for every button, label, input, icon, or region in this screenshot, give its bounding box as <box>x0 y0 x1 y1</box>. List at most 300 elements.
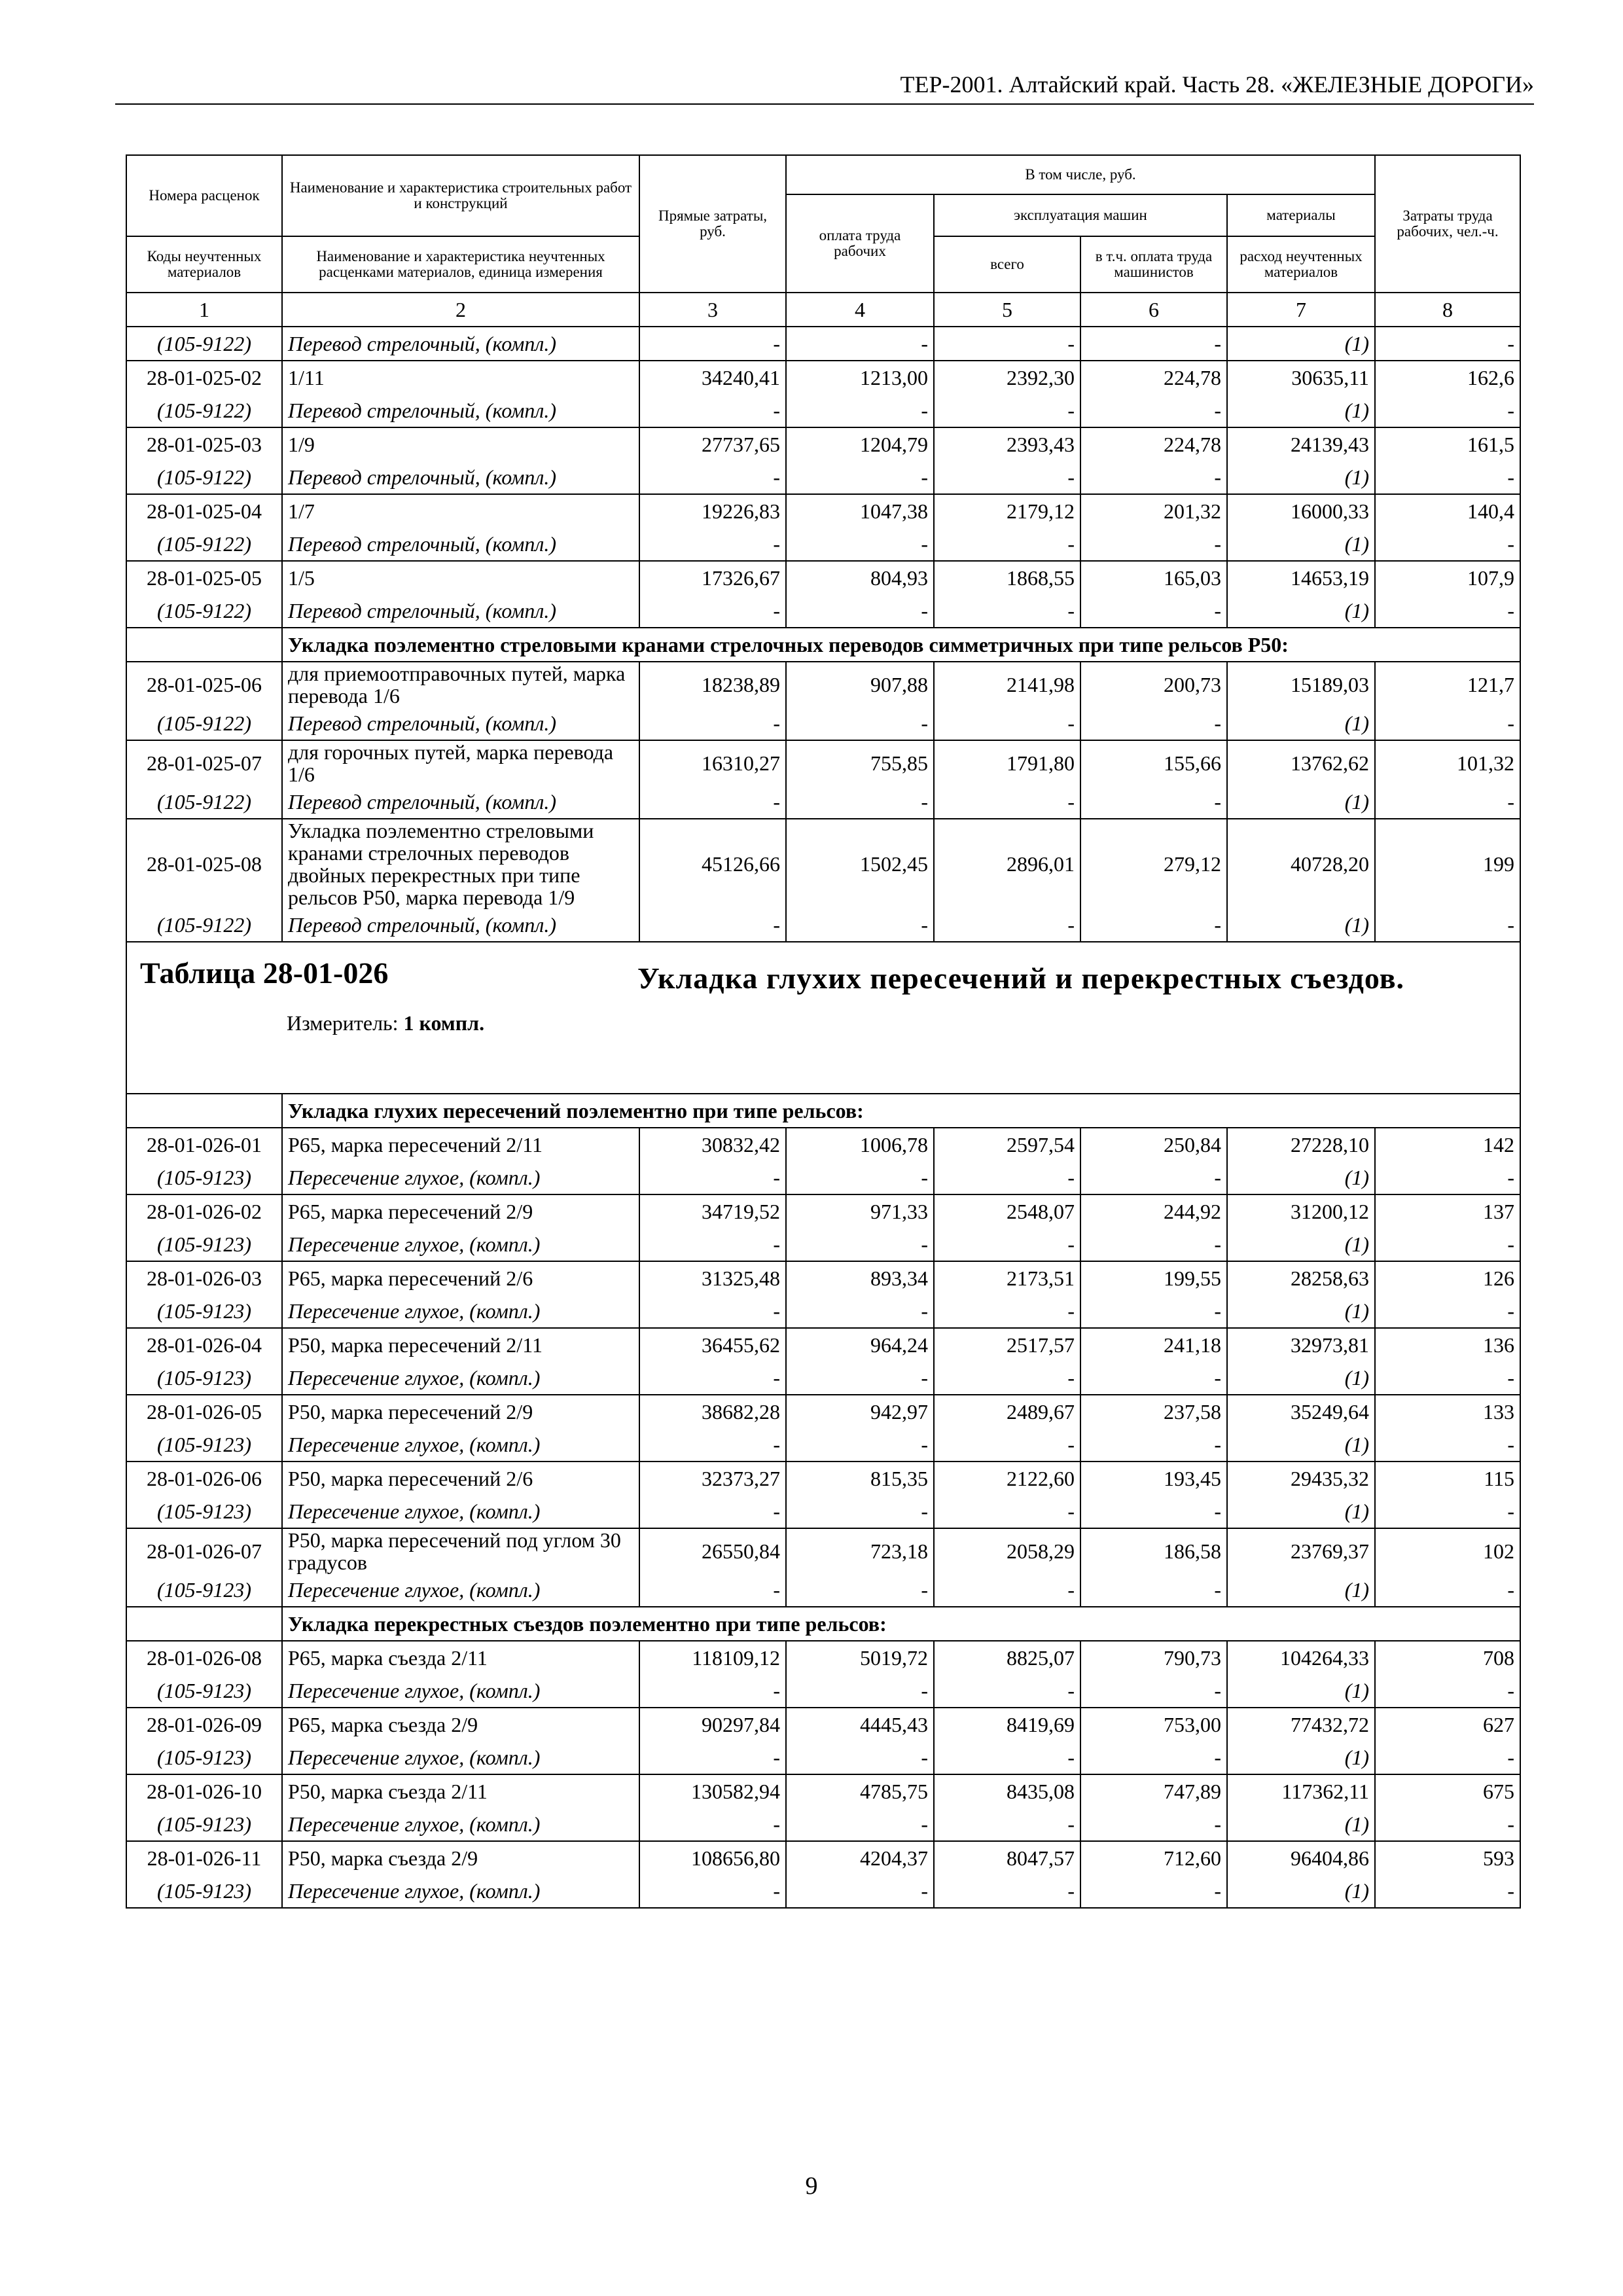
material-code: (105-9123) <box>126 1495 282 1528</box>
running-header: ТЕР-2001. Алтайский край. Часть 28. «ЖЕЛЕЗНЫЕ ДОРОГИ» <box>115 71 1534 105</box>
value-col-4: 804,93 <box>786 561 934 594</box>
value-col-3: 32373,27 <box>639 1462 786 1495</box>
value-col-5: - <box>934 1428 1080 1462</box>
meter-label: Измеритель: <box>287 1011 399 1035</box>
column-number: 7 <box>1227 293 1375 327</box>
material-code: (105-9123) <box>126 1295 282 1328</box>
rate-row <box>126 740 1520 785</box>
value-col-5: - <box>934 528 1080 561</box>
material-name: Пересечение глухое, (компл.) <box>282 1495 639 1528</box>
value-col-7: 28258,63 <box>1227 1261 1375 1295</box>
work-name: Укладка поэлементно стреловыми кранами стрелочных переводов двойных перекрестных при типе рельсов Р50, марка перевода 1/9 <box>282 819 639 908</box>
rate-code: 28-01-025-05 <box>126 561 282 594</box>
header-machine-operator-pay: в т.ч. оплата труда машинистов <box>1080 236 1227 293</box>
value-col-7: (1) <box>1227 1361 1375 1395</box>
value-col-6: - <box>1080 1674 1227 1708</box>
material-code: (105-9123) <box>126 1874 282 1908</box>
value-col-7: 30635,11 <box>1227 361 1375 394</box>
value-col-5: 8419,69 <box>934 1708 1080 1741</box>
value-col-4: 971,33 <box>786 1194 934 1228</box>
material-row <box>126 394 1520 427</box>
value-col-7: 16000,33 <box>1227 494 1375 528</box>
rate-row <box>126 662 1520 707</box>
value-col-7: (1) <box>1227 461 1375 494</box>
value-col-4: - <box>786 461 934 494</box>
work-name: 1/11 <box>282 361 639 394</box>
header-worker-pay: оплата труда рабочих <box>786 194 934 293</box>
value-col-4: - <box>786 1808 934 1841</box>
value-col-8: - <box>1375 1295 1520 1328</box>
value-col-4: - <box>786 1495 934 1528</box>
value-col-4: - <box>786 1674 934 1708</box>
value-col-6: 279,12 <box>1080 819 1227 908</box>
value-col-7: (1) <box>1227 594 1375 628</box>
value-col-6: - <box>1080 1495 1227 1528</box>
material-row <box>126 1161 1520 1194</box>
value-col-3: - <box>639 528 786 561</box>
value-col-3: 30832,42 <box>639 1128 786 1161</box>
value-col-8: 675 <box>1375 1774 1520 1808</box>
column-number: 8 <box>1375 293 1520 327</box>
value-col-7: (1) <box>1227 908 1375 942</box>
value-col-8: 107,9 <box>1375 561 1520 594</box>
work-name: Р50, марка съезда 2/9 <box>282 1841 639 1874</box>
rate-code: 28-01-026-11 <box>126 1841 282 1874</box>
value-col-3: - <box>639 908 786 942</box>
value-col-6: 790,73 <box>1080 1641 1227 1674</box>
value-col-5: - <box>934 1228 1080 1261</box>
rate-code: 28-01-025-08 <box>126 819 282 908</box>
value-col-8: 142 <box>1375 1128 1520 1161</box>
value-col-8: - <box>1375 1495 1520 1528</box>
value-col-8: - <box>1375 1874 1520 1908</box>
value-col-5: - <box>934 1674 1080 1708</box>
value-col-6: 250,84 <box>1080 1128 1227 1161</box>
value-col-3: 118109,12 <box>639 1641 786 1674</box>
value-col-5: 1868,55 <box>934 561 1080 594</box>
rate-row <box>126 1708 1520 1741</box>
value-col-5: 2393,43 <box>934 427 1080 461</box>
material-row <box>126 785 1520 819</box>
rate-code: 28-01-026-04 <box>126 1328 282 1361</box>
value-col-8: - <box>1375 908 1520 942</box>
material-code: (105-9123) <box>126 1428 282 1462</box>
rate-code: 28-01-026-10 <box>126 1774 282 1808</box>
header-materials: материалы <box>1227 194 1375 236</box>
value-col-6: - <box>1080 327 1227 361</box>
material-name: Пересечение глухое, (компл.) <box>282 1573 639 1607</box>
work-name: Р50, марка съезда 2/11 <box>282 1774 639 1808</box>
value-col-5: - <box>934 1161 1080 1194</box>
table-caption: Укладка глухих пересечений и перекрестных съездов. <box>637 961 1405 995</box>
material-code: (105-9122) <box>126 327 282 361</box>
material-code: (105-9123) <box>126 1228 282 1261</box>
value-col-4: - <box>786 1228 934 1261</box>
group-heading-row <box>126 1094 1520 1128</box>
material-row <box>126 1428 1520 1462</box>
work-name: Р65, марка съезда 2/9 <box>282 1708 639 1741</box>
value-col-6: - <box>1080 1361 1227 1395</box>
value-col-6: 200,73 <box>1080 662 1227 707</box>
material-code: (105-9123) <box>126 1361 282 1395</box>
value-col-5: 2597,54 <box>934 1128 1080 1161</box>
material-row <box>126 908 1520 942</box>
value-col-8: - <box>1375 528 1520 561</box>
rate-code: 28-01-026-06 <box>126 1462 282 1495</box>
value-col-8: 199 <box>1375 819 1520 908</box>
value-col-3: 130582,94 <box>639 1774 786 1808</box>
rate-row <box>126 1528 1520 1573</box>
value-col-7: (1) <box>1227 528 1375 561</box>
group-empty-cell <box>126 1094 282 1128</box>
work-name: для горочных путей, марка перевода 1/6 <box>282 740 639 785</box>
value-col-3: - <box>639 1874 786 1908</box>
value-col-4: - <box>786 1295 934 1328</box>
value-col-7: 104264,33 <box>1227 1641 1375 1674</box>
rate-row <box>126 1841 1520 1874</box>
value-col-5: - <box>934 1741 1080 1774</box>
material-code: (105-9122) <box>126 785 282 819</box>
work-name: Р50, марка пересечений 2/6 <box>282 1462 639 1495</box>
value-col-5: - <box>934 908 1080 942</box>
rate-code: 28-01-025-07 <box>126 740 282 785</box>
group-heading: Укладка перекрестных съездов поэлементно при типе рельсов: <box>282 1607 1520 1641</box>
value-col-4: 723,18 <box>786 1528 934 1573</box>
work-name: Р50, марка пересечений под углом 30 градусов <box>282 1528 639 1573</box>
work-name: 1/9 <box>282 427 639 461</box>
value-col-3: 26550,84 <box>639 1528 786 1573</box>
value-col-6: - <box>1080 707 1227 740</box>
value-col-8: - <box>1375 1361 1520 1395</box>
value-col-7: 29435,32 <box>1227 1462 1375 1495</box>
value-col-8: - <box>1375 1161 1520 1194</box>
value-col-4: - <box>786 1361 934 1395</box>
material-name: Пересечение глухое, (компл.) <box>282 1161 639 1194</box>
value-col-4: 5019,72 <box>786 1641 934 1674</box>
rate-row <box>126 1128 1520 1161</box>
value-col-3: 45126,66 <box>639 819 786 908</box>
rate-code: 28-01-026-08 <box>126 1641 282 1674</box>
work-name: Р65, марка съезда 2/11 <box>282 1641 639 1674</box>
material-row <box>126 1741 1520 1774</box>
value-col-7: (1) <box>1227 785 1375 819</box>
value-col-3: - <box>639 1573 786 1607</box>
value-col-5: 2548,07 <box>934 1194 1080 1228</box>
header-unaccounted-materials: расход неучтенных материалов <box>1227 236 1375 293</box>
material-name: Пересечение глухое, (компл.) <box>282 1808 639 1841</box>
value-col-4: 1047,38 <box>786 494 934 528</box>
value-col-4: - <box>786 1428 934 1462</box>
value-col-8: 126 <box>1375 1261 1520 1295</box>
material-row <box>126 1295 1520 1328</box>
material-name: Перевод стрелочный, (компл.) <box>282 327 639 361</box>
value-col-6: 747,89 <box>1080 1774 1227 1808</box>
value-col-3: - <box>639 394 786 427</box>
value-col-5: - <box>934 1808 1080 1841</box>
table-heading-cell <box>126 942 1520 1094</box>
value-col-4: 1006,78 <box>786 1128 934 1161</box>
value-col-5: 2896,01 <box>934 819 1080 908</box>
material-name: Пересечение глухое, (компл.) <box>282 1228 639 1261</box>
value-col-5: 8825,07 <box>934 1641 1080 1674</box>
work-name: Р50, марка пересечений 2/9 <box>282 1395 639 1428</box>
rate-code: 28-01-026-07 <box>126 1528 282 1573</box>
value-col-6: 165,03 <box>1080 561 1227 594</box>
rate-code: 28-01-025-02 <box>126 361 282 394</box>
table-heading-section <box>126 942 1520 1094</box>
value-col-8: - <box>1375 1228 1520 1261</box>
value-col-3: 31325,48 <box>639 1261 786 1295</box>
rate-row <box>126 1261 1520 1295</box>
value-col-5: 8435,08 <box>934 1774 1080 1808</box>
rate-code: 28-01-026-09 <box>126 1708 282 1741</box>
material-name: Пересечение глухое, (компл.) <box>282 1428 639 1462</box>
rate-row <box>126 1462 1520 1495</box>
value-col-7: 32973,81 <box>1227 1328 1375 1361</box>
value-col-5: 2392,30 <box>934 361 1080 394</box>
header-machine-total: всего <box>934 236 1080 293</box>
value-col-5: - <box>934 327 1080 361</box>
material-code: (105-9122) <box>126 461 282 494</box>
value-col-6: - <box>1080 1161 1227 1194</box>
value-col-8: 133 <box>1375 1395 1520 1428</box>
value-col-3: - <box>639 594 786 628</box>
table-meter <box>287 1012 1520 1034</box>
value-col-6: 237,58 <box>1080 1395 1227 1428</box>
value-col-8: 161,5 <box>1375 427 1520 461</box>
value-col-7: (1) <box>1227 1741 1375 1774</box>
value-col-7: (1) <box>1227 1495 1375 1528</box>
value-col-5: 2489,67 <box>934 1395 1080 1428</box>
value-col-3: 36455,62 <box>639 1328 786 1361</box>
value-col-4: 1502,45 <box>786 819 934 908</box>
value-col-8: - <box>1375 1674 1520 1708</box>
value-col-8: - <box>1375 394 1520 427</box>
value-col-7: (1) <box>1227 1874 1375 1908</box>
value-col-7: 40728,20 <box>1227 819 1375 908</box>
material-name: Перевод стрелочный, (компл.) <box>282 707 639 740</box>
value-col-7: (1) <box>1227 707 1375 740</box>
value-col-7: 77432,72 <box>1227 1708 1375 1741</box>
rate-row <box>126 1395 1520 1428</box>
value-col-3: - <box>639 1295 786 1328</box>
value-col-7: 14653,19 <box>1227 561 1375 594</box>
material-row <box>126 528 1520 561</box>
value-col-8: 101,32 <box>1375 740 1520 785</box>
value-col-4: - <box>786 908 934 942</box>
value-col-4: 755,85 <box>786 740 934 785</box>
value-col-3: 27737,65 <box>639 427 786 461</box>
material-name: Перевод стрелочный, (компл.) <box>282 394 639 427</box>
value-col-7: 31200,12 <box>1227 1194 1375 1228</box>
value-col-6: 753,00 <box>1080 1708 1227 1741</box>
value-col-5: - <box>934 1295 1080 1328</box>
value-col-6: - <box>1080 528 1227 561</box>
value-col-7: 96404,86 <box>1227 1841 1375 1874</box>
value-col-7: 15189,03 <box>1227 662 1375 707</box>
value-col-6: - <box>1080 908 1227 942</box>
group-heading: Укладка поэлементно стреловыми кранами стрелочных переводов симметричных при типе рельсов Р50: <box>282 628 1520 662</box>
work-name: Р65, марка пересечений 2/6 <box>282 1261 639 1295</box>
value-col-5: 2141,98 <box>934 662 1080 707</box>
work-name: для приемоотправочных путей, марка перевода 1/6 <box>282 662 639 707</box>
value-col-7: (1) <box>1227 1808 1375 1841</box>
rate-row <box>126 361 1520 394</box>
value-col-6: 224,78 <box>1080 361 1227 394</box>
header-material-names: Наименование и характеристика неучтенных расценками материалов, единица измерения <box>282 236 639 293</box>
value-col-3: - <box>639 1741 786 1774</box>
column-number: 6 <box>1080 293 1227 327</box>
value-col-3: 16310,27 <box>639 740 786 785</box>
material-name: Пересечение глухое, (компл.) <box>282 1741 639 1774</box>
column-number: 4 <box>786 293 934 327</box>
material-code: (105-9123) <box>126 1161 282 1194</box>
value-col-4: - <box>786 327 934 361</box>
value-col-3: - <box>639 1674 786 1708</box>
material-name: Перевод стрелочный, (компл.) <box>282 594 639 628</box>
rate-code: 28-01-025-03 <box>126 427 282 461</box>
value-col-5: - <box>934 1874 1080 1908</box>
value-col-8: - <box>1375 461 1520 494</box>
value-col-8: - <box>1375 1428 1520 1462</box>
rate-row <box>126 494 1520 528</box>
value-col-4: 907,88 <box>786 662 934 707</box>
value-col-8: 136 <box>1375 1328 1520 1361</box>
value-col-4: - <box>786 1741 934 1774</box>
value-col-7: 24139,43 <box>1227 427 1375 461</box>
rate-code: 28-01-026-03 <box>126 1261 282 1295</box>
page-number: 9 <box>805 2172 818 2200</box>
value-col-4: 4204,37 <box>786 1841 934 1874</box>
value-col-6: 186,58 <box>1080 1528 1227 1573</box>
value-col-3: - <box>639 707 786 740</box>
value-col-5: 2179,12 <box>934 494 1080 528</box>
value-col-8: - <box>1375 1808 1520 1841</box>
column-number: 5 <box>934 293 1080 327</box>
value-col-7: (1) <box>1227 1573 1375 1607</box>
value-col-4: - <box>786 1161 934 1194</box>
material-code: (105-9123) <box>126 1741 282 1774</box>
column-number: 2 <box>282 293 639 327</box>
value-col-8: - <box>1375 785 1520 819</box>
value-col-4: - <box>786 394 934 427</box>
value-col-3: - <box>639 461 786 494</box>
material-name: Пересечение глухое, (компл.) <box>282 1874 639 1908</box>
column-number: 3 <box>639 293 786 327</box>
value-col-6: - <box>1080 1295 1227 1328</box>
value-col-4: 893,34 <box>786 1261 934 1295</box>
rate-code: 28-01-026-01 <box>126 1128 282 1161</box>
value-col-5: 2058,29 <box>934 1528 1080 1573</box>
value-col-3: - <box>639 1808 786 1841</box>
rate-code: 28-01-025-04 <box>126 494 282 528</box>
value-col-5: 1791,80 <box>934 740 1080 785</box>
value-col-3: 19226,83 <box>639 494 786 528</box>
value-col-3: - <box>639 1228 786 1261</box>
value-col-6: 244,92 <box>1080 1194 1227 1228</box>
header-direct-costs: Прямые затраты, руб. <box>639 155 786 293</box>
material-code: (105-9123) <box>126 1573 282 1607</box>
material-row <box>126 1228 1520 1261</box>
rate-code: 28-01-026-05 <box>126 1395 282 1428</box>
value-col-3: - <box>639 1361 786 1395</box>
work-name: 1/7 <box>282 494 639 528</box>
rate-code: 28-01-026-02 <box>126 1194 282 1228</box>
value-col-5: 2517,57 <box>934 1328 1080 1361</box>
value-col-6: 199,55 <box>1080 1261 1227 1295</box>
material-code: (105-9122) <box>126 394 282 427</box>
material-name: Пересечение глухое, (компл.) <box>282 1295 639 1328</box>
material-name: Перевод стрелочный, (компл.) <box>282 908 639 942</box>
material-row <box>126 327 1520 361</box>
value-col-3: 108656,80 <box>639 1841 786 1874</box>
value-col-3: 34719,52 <box>639 1194 786 1228</box>
material-name: Пересечение глухое, (компл.) <box>282 1361 639 1395</box>
value-col-6: 155,66 <box>1080 740 1227 785</box>
material-code: (105-9123) <box>126 1674 282 1708</box>
value-col-4: - <box>786 594 934 628</box>
value-col-3: 17326,67 <box>639 561 786 594</box>
work-name: 1/5 <box>282 561 639 594</box>
value-col-7: 13762,62 <box>1227 740 1375 785</box>
value-col-6: - <box>1080 1573 1227 1607</box>
material-row <box>126 1874 1520 1908</box>
rate-row <box>126 819 1520 908</box>
value-col-5: - <box>934 1495 1080 1528</box>
value-col-4: 942,97 <box>786 1395 934 1428</box>
value-col-5: 8047,57 <box>934 1841 1080 1874</box>
value-col-7: (1) <box>1227 1295 1375 1328</box>
table-header <box>126 155 1520 327</box>
value-col-6: - <box>1080 1808 1227 1841</box>
material-name: Перевод стрелочный, (компл.) <box>282 785 639 819</box>
value-col-6: - <box>1080 594 1227 628</box>
value-col-6: - <box>1080 461 1227 494</box>
value-col-3: - <box>639 1495 786 1528</box>
value-col-6: 201,32 <box>1080 494 1227 528</box>
work-name: Р65, марка пересечений 2/9 <box>282 1194 639 1228</box>
value-col-6: - <box>1080 1741 1227 1774</box>
value-col-8: 708 <box>1375 1641 1520 1674</box>
value-col-3: 90297,84 <box>639 1708 786 1741</box>
column-number: 1 <box>126 293 282 327</box>
material-row <box>126 1573 1520 1607</box>
header-work-name: Наименование и характеристика строительных работ и конструкций <box>282 155 639 236</box>
material-name: Перевод стрелочный, (компл.) <box>282 528 639 561</box>
value-col-7: 35249,64 <box>1227 1395 1375 1428</box>
material-code: (105-9122) <box>126 908 282 942</box>
value-col-3: 38682,28 <box>639 1395 786 1428</box>
group-heading-row <box>126 1607 1520 1641</box>
value-col-3: - <box>639 1428 786 1462</box>
value-col-7: (1) <box>1227 327 1375 361</box>
value-col-3: 18238,89 <box>639 662 786 707</box>
value-col-3: 34240,41 <box>639 361 786 394</box>
value-col-4: 4445,43 <box>786 1708 934 1741</box>
value-col-4: - <box>786 1874 934 1908</box>
value-col-3: - <box>639 1161 786 1194</box>
value-col-8: 121,7 <box>1375 662 1520 707</box>
value-col-4: - <box>786 1573 934 1607</box>
value-col-8: 627 <box>1375 1708 1520 1741</box>
rates-table <box>126 154 1521 1909</box>
work-name: Р50, марка пересечений 2/11 <box>282 1328 639 1361</box>
value-col-4: - <box>786 707 934 740</box>
group-empty-cell <box>126 1607 282 1641</box>
value-col-8: - <box>1375 707 1520 740</box>
material-code: (105-9122) <box>126 707 282 740</box>
value-col-6: 193,45 <box>1080 1462 1227 1495</box>
